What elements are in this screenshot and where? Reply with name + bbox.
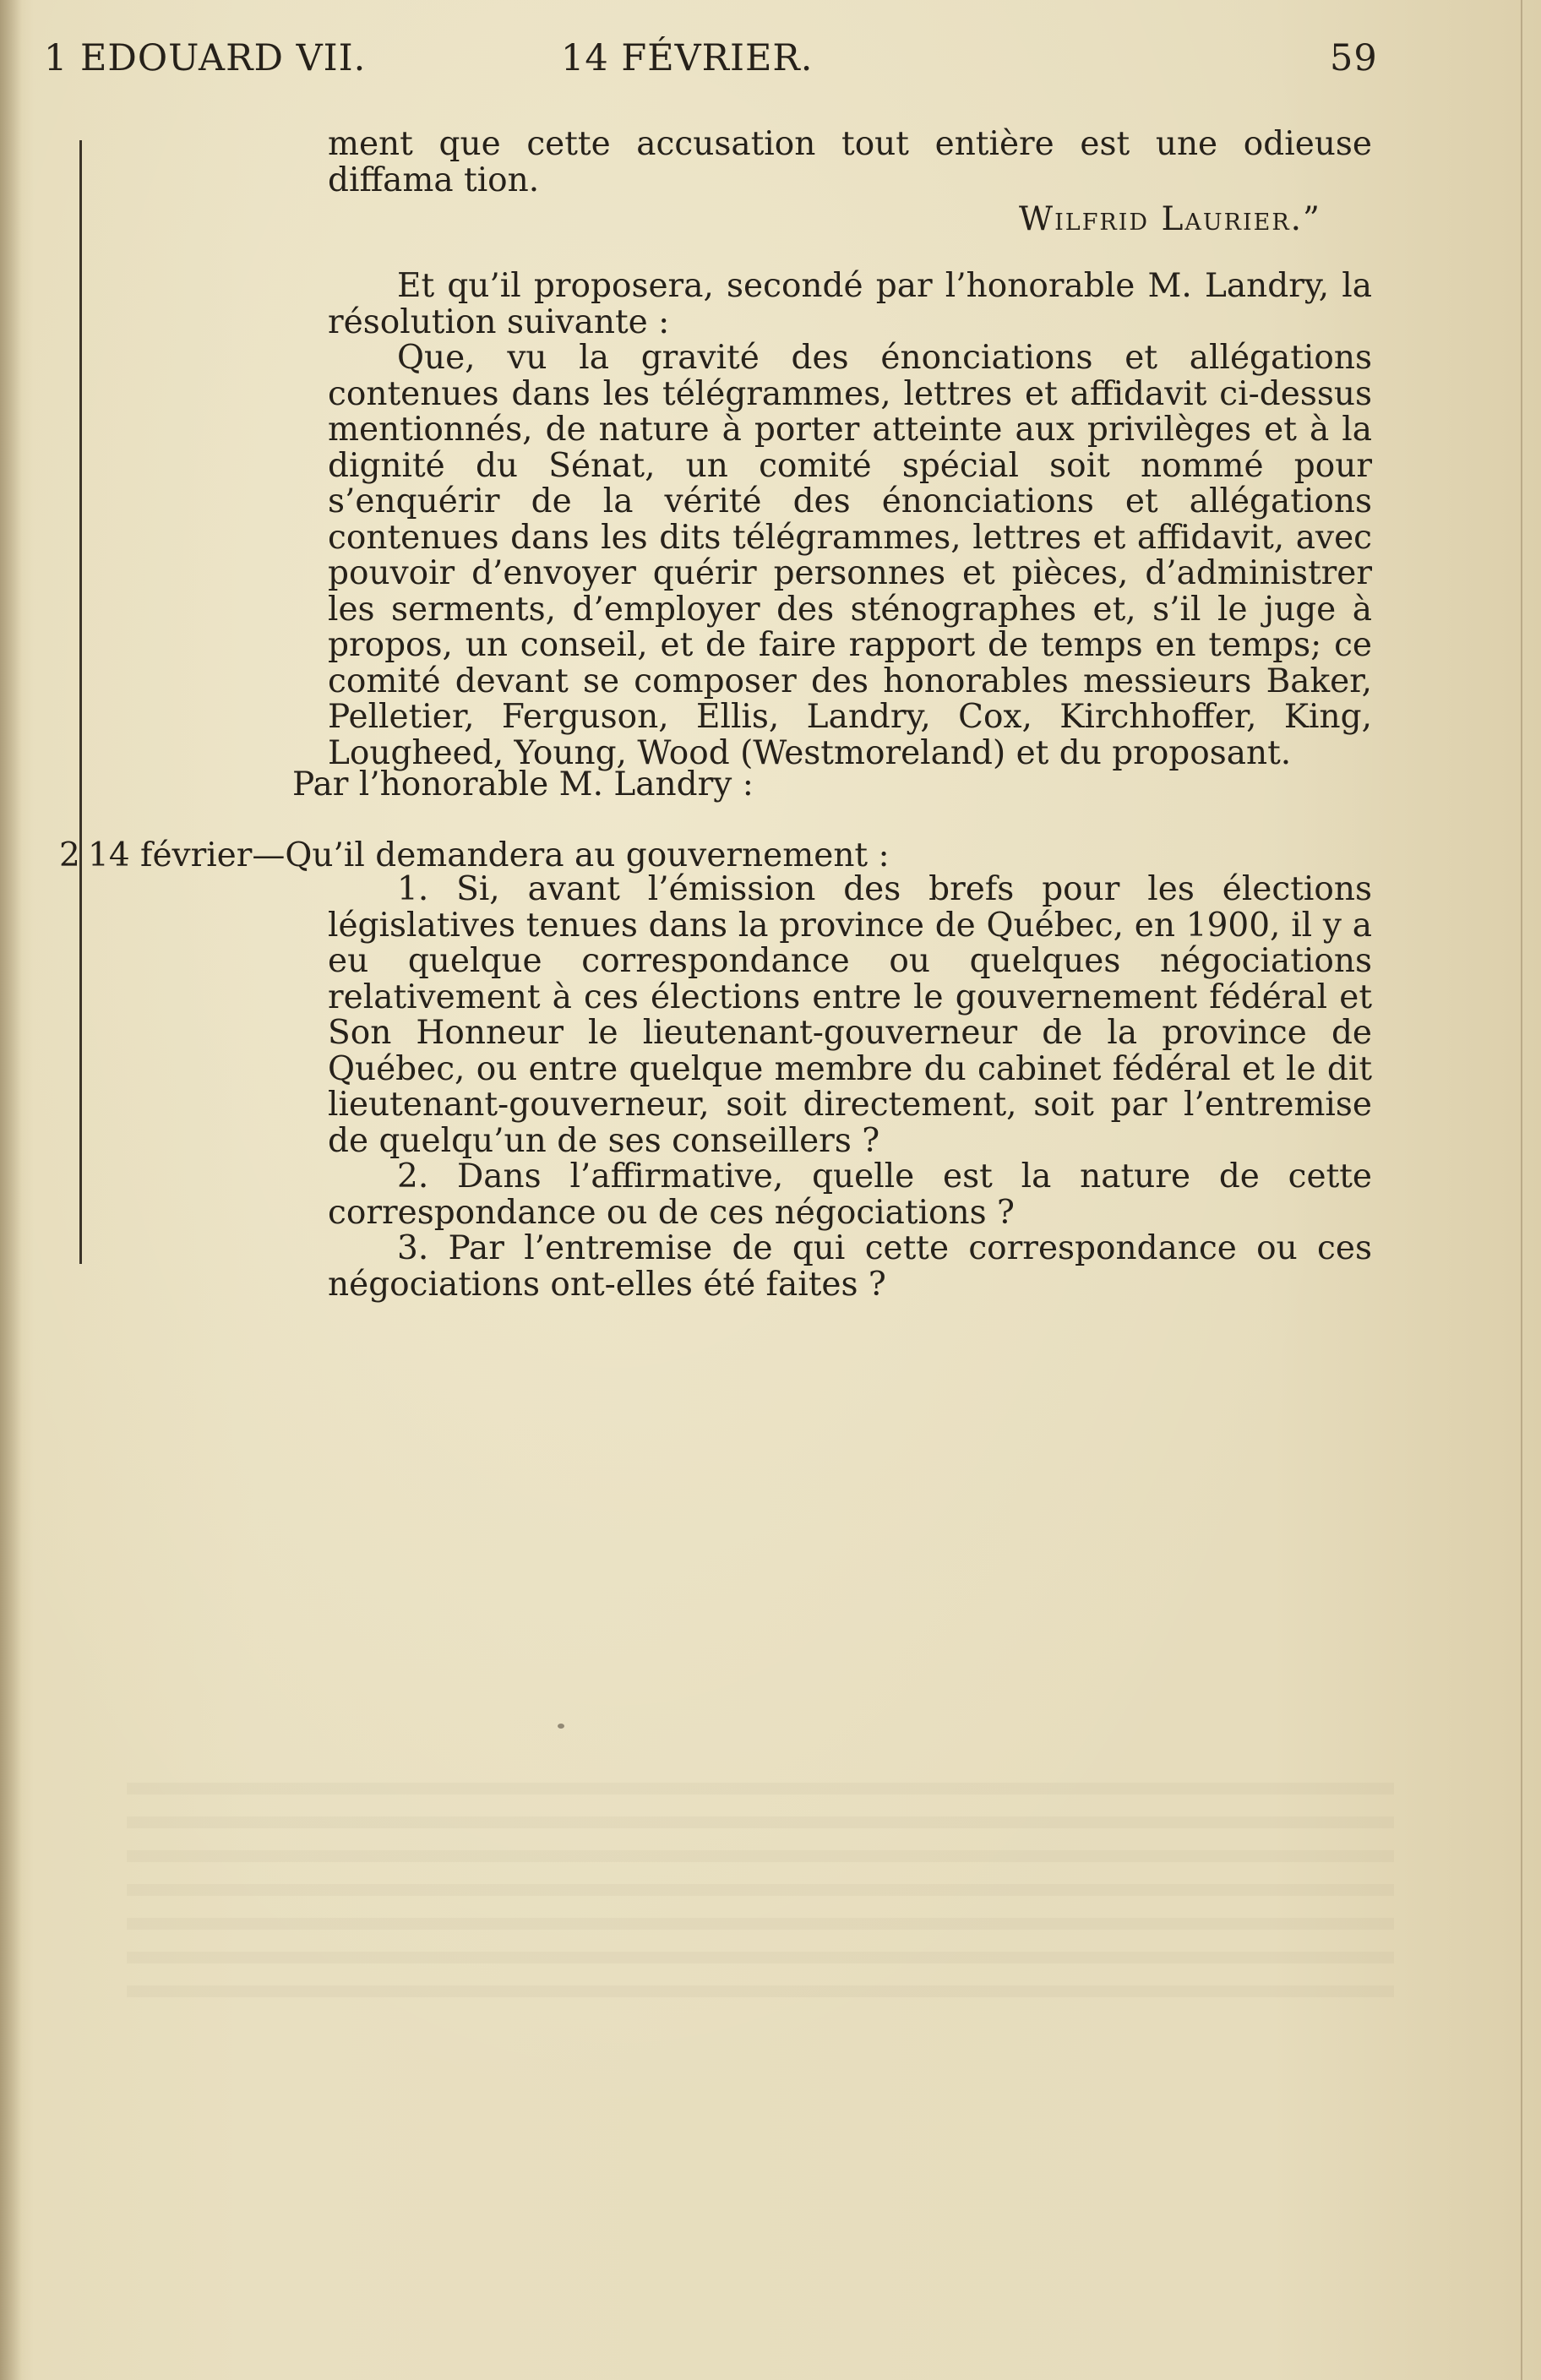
entry-number: 2 xyxy=(59,836,80,874)
show-through-texture xyxy=(127,1783,1394,2002)
motion-block xyxy=(328,269,1372,771)
header-reign: 1 EDOUARD VII. xyxy=(44,37,367,79)
entry-heading: 14 février—Qu’il demandera au gouvernement : xyxy=(88,836,890,874)
mover-line: Par l’honorable M. Landry : xyxy=(292,765,754,803)
ink-speck xyxy=(558,1724,564,1729)
motion-intro: Et qu’il proposera, secondé par l’honorable M. Landry, la résolution suivante : xyxy=(328,267,1372,341)
page-number: 59 xyxy=(1330,37,1378,79)
resolution-text: Que, vu la gravité des énonciations et allégations contenues dans les télégrammes, lettres et affidavit ci-dessus mentionnés, de nature à porter atteinte aux privilèges et à la dignité du Sénat, un comité spécial soit nommé pour s’enquérir de la vérité des énonciations et allégations contenues dans les dits télégrammes, lettres et affidavit, avec pouvoir d’envoyer quérir personnes et pièces, d’administrer les serments, d’employer des sténographes et, s’il le juge à propos, un conseil, et de faire rapport de temps en temps; ce comité devant se composer des honorables messieurs Baker, Pelletier, Ferguson, Ellis, Landry, Cox, Kirchhoffer, King, Lougheed, Young, Wood (Westmoreland) et du proposant. xyxy=(328,339,1372,772)
question-3: 3. Par l’entremise de qui cette correspondance ou ces négociations ont-elles été faites ? xyxy=(328,1229,1372,1304)
signature: Wilfrid Laurier.” xyxy=(1019,200,1321,238)
question-2: 2. Dans l’affirmative, quelle est la nature de cette correspondance ou de ces négociations ? xyxy=(328,1157,1372,1232)
questions-block xyxy=(328,872,1372,1303)
question-1: 1. Si, avant l’émission des brefs pour les élections législatives tenues dans la province de Québec, en 1900, il y a eu quelque correspondance ou quelques négociations relativement à ces élections entre le gouvernement fédéral et Son Honneur le lieutenant-gouverneur de la province de Québec, ou entre quelque membre du cabinet fédéral et le dit lieutenant-gouverneur, soit directement, soit par l’entremise de quelqu’un de ses conseillers ? xyxy=(328,870,1372,1160)
quote-ending xyxy=(328,127,1372,238)
margin-rule xyxy=(79,140,82,1264)
page-edge-line xyxy=(1521,0,1522,2380)
quote-last-line: ment que cette accusation tout entière est une odieuse diffama tion. xyxy=(328,125,1372,199)
binding-shadow xyxy=(0,0,22,2380)
header-date: 14 FÉVRIER. xyxy=(561,37,814,79)
